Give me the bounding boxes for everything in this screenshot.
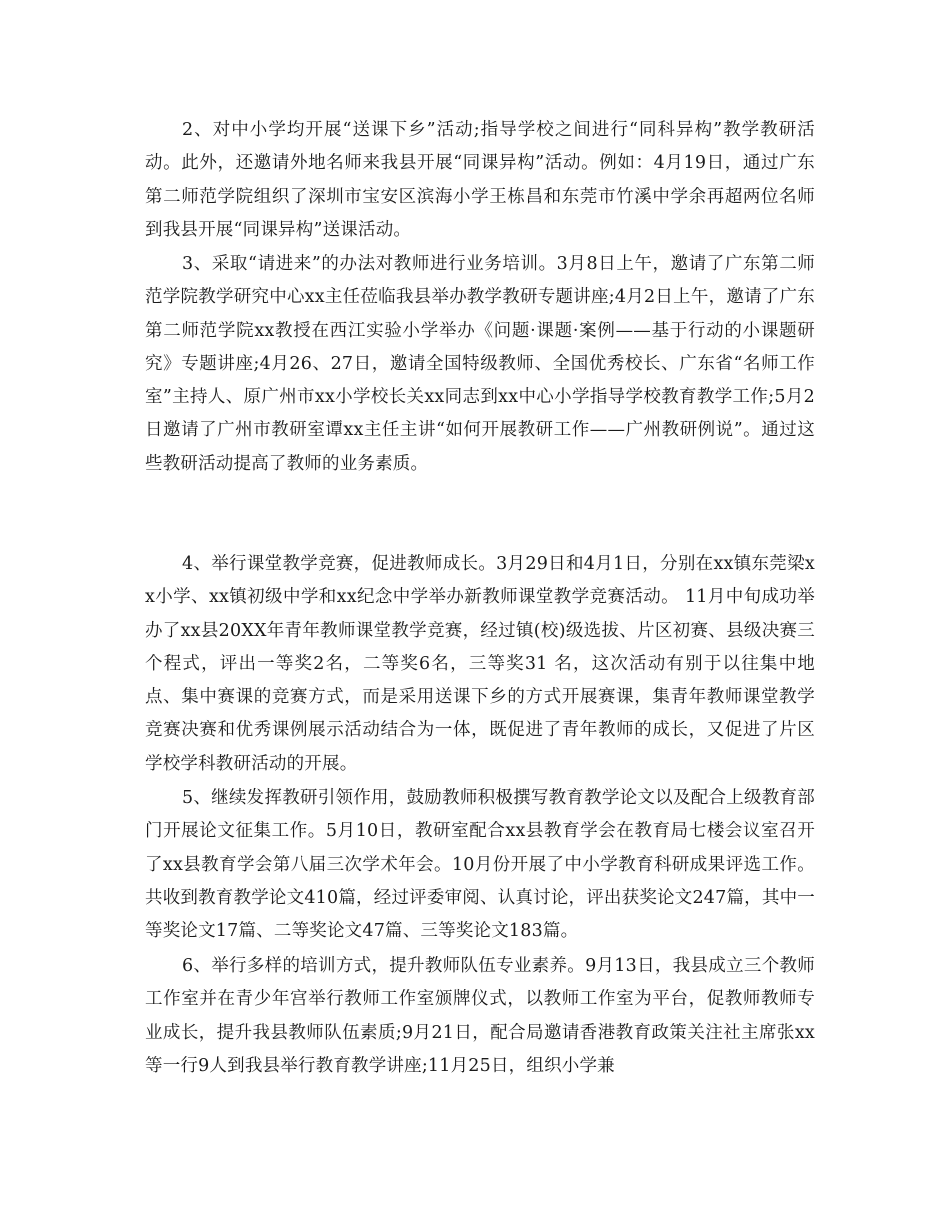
paragraph-3: 3、采取“请进来”的办法对教师进行业务培训。3月8日上午，邀请了广东第二师范学院教学研究中心xx主任莅临我县举办教学教研专题讲座;4月2日上午，邀请了广东第二师范学院xx教授在西江实验小学举办《问题·课题·案例——基于行动的小课题研究》专题讲座;4月26、27日，邀请全国特级教师、全国优秀校长、广东省“名师工作室”主持人、原广州市xx小学校长关xx同志到xx中心小学指导学校教育教学工作;5月2日邀请了广州市教研室谭xx主任主讲“如何开展教研工作——广州教研例说”。通过这些教研活动提高了教师的业务素质。 <box>145 254 815 474</box>
paragraph-5: 5、继续发挥教研引领作用，鼓励教师积极撰写教育教学论文以及配合上级教育部门开展论文征集工作。5月10日，教研室配合xx县教育学会在教育局七楼会议室召开了xx县教育学会第八届三次学术年会。10月份开展了中小学教育科研成果评选工作。共收到教育教学论文410篇，经过评委审阅、认真讨论，评出获奖论文247篇，其中一等奖论文17篇、二等奖论文47篇、三等奖论文183篇。 <box>145 788 815 942</box>
paragraph-2: 2、对中小学均开展“送课下乡”活动;指导学校之间进行“同科异构”教学教研活动。此外，还邀请外地名师来我县开展“同课异构”活动。例如：4月19日，通过广东第二师范学院组织了深圳市宝安区滨海小学王栋昌和东莞市竹溪中学余再超两位名师到我县开展“同课异构”送课活动。 <box>145 120 815 240</box>
paragraph-4: 4、举行课堂教学竞赛，促进教师成长。3月29日和4月1日，分别在xx镇东莞梁xx小学、xx镇初级中学和xx纪念中学举办新教师课堂教学竞赛活动。 11月中旬成功举办了xx县20XX年青年教师课堂教学竞赛，经过镇(校)级选拔、片区初赛、县级决赛三个程式，评出一等奖2名，二等奖6名，三等奖31 名，这次活动有别于以往集中地点、集中赛课的竞赛方式，而是采用送课下乡的方式开展赛课，集青年教师课堂教学竞赛决赛和优秀课例展示活动结合为一体，既促进了青年教师的成长，又促进了片区学校学科教研活动的开展。 <box>145 554 815 774</box>
paragraph-6: 6、举行多样的培训方式，提升教师队伍专业素养。9月13日，我县成立三个教师工作室并在青少年宫举行教师工作室颁牌仪式，以教师工作室为平台，促教师教师专业成长，提升我县教师队伍素质;9月21日，配合局邀请香港教育政策关注社主席张xx等一行9人到我县举行教育教学讲座;11月25日，组织小学兼 <box>145 956 815 1076</box>
